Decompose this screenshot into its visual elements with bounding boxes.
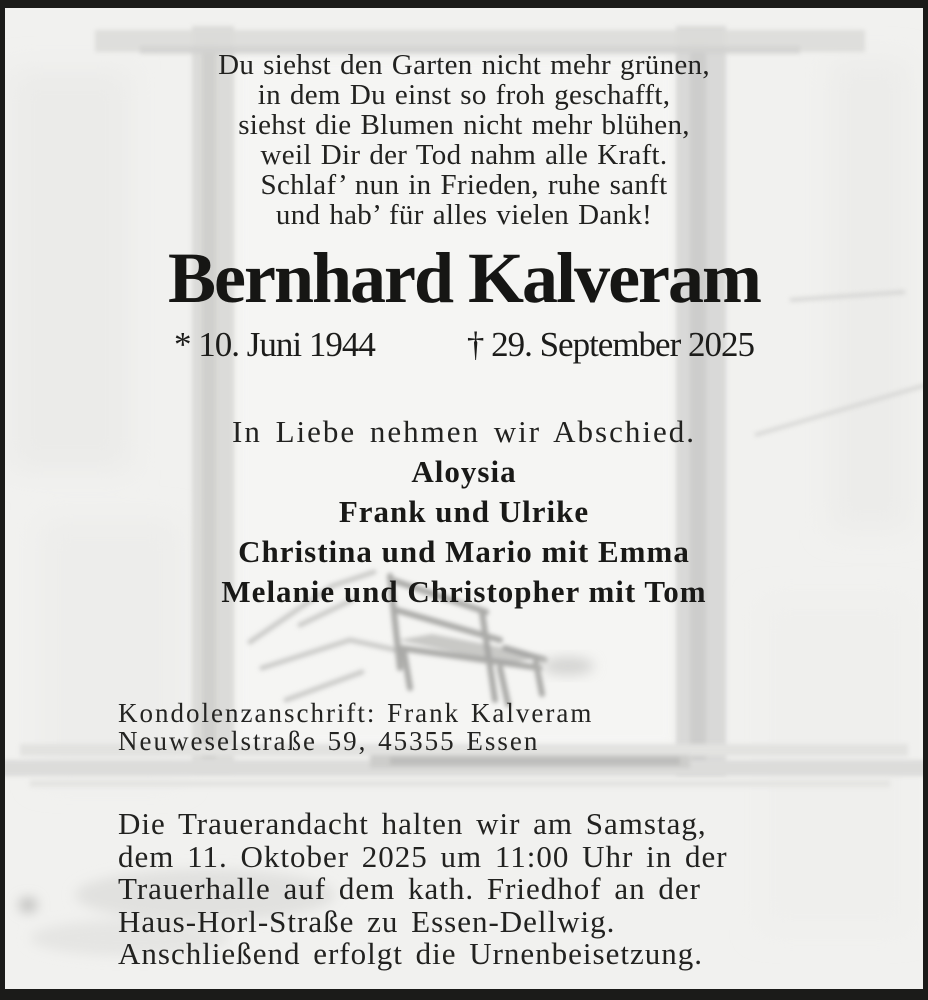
farewell-line: In Liebe nehmen wir Abschied. (232, 414, 696, 449)
life-dates (174, 326, 754, 364)
memorial-poem (0, 50, 928, 230)
poem-line: und hab’ für alles vielen Dank! (275, 199, 653, 231)
condolence-line: Kondolenzanschrift: Frank Kalveram (118, 698, 594, 728)
mourner-line: Christina und Mario mit Emma (238, 534, 690, 569)
poem-line: Schlaf’ nun in Frieden, ruhe sanft (260, 169, 668, 201)
poem-line: Du siehst den Garten nicht mehr grünen, (218, 49, 710, 81)
poem-line: siehst die Blumen nicht mehr blühen, (238, 109, 690, 141)
service-line: Haus-Horl-Straße zu Essen-Dellwig. (118, 903, 616, 939)
condolence-line: Neuweselstraße 59, 45355 Essen (118, 726, 540, 756)
mourner-line: Frank und Ulrike (338, 494, 590, 529)
service-line: Anschließend erfolgt die Urnenbeisetzung. (118, 936, 703, 971)
poem-line: in dem Du einst so froh geschafft, (257, 79, 671, 111)
birth-date: * 10. Juni 1944 (174, 325, 375, 364)
deceased-name: Bernhard Kalveram (168, 238, 760, 318)
death-date: † 29. September 2025 (466, 325, 754, 364)
mourner-line: Melanie und Christopher mit Tom (221, 574, 707, 609)
mourners-list (0, 452, 928, 612)
condolence-address (118, 699, 593, 755)
service-line: Die Trauerandacht halten wir am Samstag, (118, 806, 707, 841)
service-line: dem 11. Oktober 2025 um 11:00 Uhr in der (118, 838, 728, 874)
service-line: Trauerhalle auf dem kath. Friedhof an der (118, 871, 701, 906)
mourner-line: Aloysia (411, 454, 517, 489)
poem-line: weil Dir der Tod nahm alle Kraft. (260, 139, 668, 171)
service-details (118, 808, 878, 971)
